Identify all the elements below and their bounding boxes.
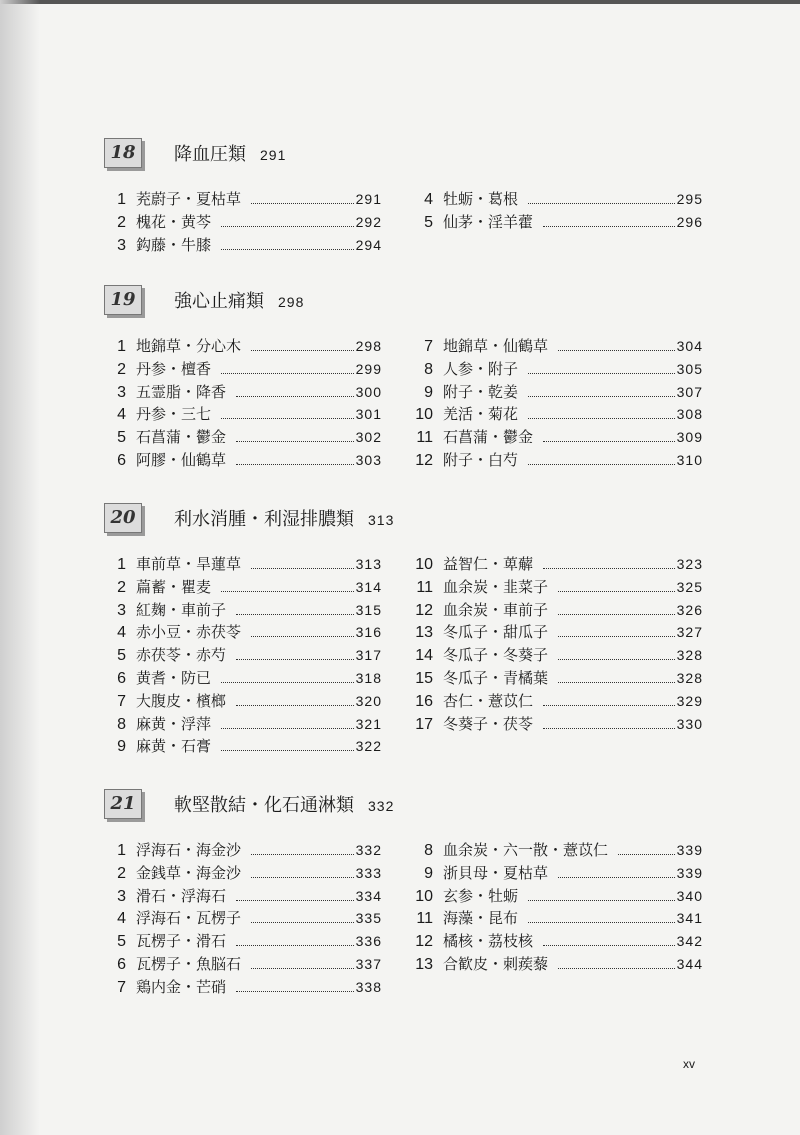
entry-title: 鈎藤・牛膝 <box>136 235 212 254</box>
entry-page-number: 322 <box>355 738 382 755</box>
toc-entry[interactable] <box>96 211 382 234</box>
entry-page-number: 314 <box>355 578 382 595</box>
entry-number: 12 <box>415 452 433 469</box>
leader-dots <box>558 606 675 615</box>
leader-dots <box>251 846 354 855</box>
section-header <box>104 789 784 823</box>
entry-number: 3 <box>117 236 126 254</box>
entry-page-number: 320 <box>355 692 382 709</box>
section-title[interactable] <box>174 140 286 166</box>
leader-dots <box>558 674 675 683</box>
toc-entry[interactable] <box>96 403 382 426</box>
leader-dots <box>558 869 675 878</box>
leader-dots <box>528 388 675 397</box>
entry-number: 12 <box>415 601 433 619</box>
entry-page-number: 302 <box>355 429 382 446</box>
entry-title: 石菖蒲・鬱金 <box>443 428 534 447</box>
entry-number: 1 <box>117 338 126 355</box>
entry-number: 9 <box>424 383 433 401</box>
entry-title: 血余炭・六一散・薏苡仁 <box>443 841 609 859</box>
entry-number: 7 <box>424 338 433 355</box>
leader-dots <box>528 195 675 204</box>
toc-entry[interactable] <box>403 885 703 908</box>
leader-dots <box>543 697 675 706</box>
toc-entry[interactable] <box>403 599 703 622</box>
toc-entry[interactable] <box>96 553 382 576</box>
entry-number: 6 <box>117 670 126 687</box>
entry-number: 8 <box>424 842 433 859</box>
leader-dots <box>251 560 354 569</box>
entry-number: 9 <box>424 864 433 882</box>
entry-page-number: 336 <box>355 933 382 950</box>
leader-dots <box>558 651 675 660</box>
entry-number: 4 <box>424 191 433 208</box>
toc-entry[interactable] <box>96 839 382 862</box>
entry-number: 8 <box>117 715 126 733</box>
entry-title: 杏仁・薏苡仁 <box>443 691 534 710</box>
leader-dots <box>251 342 354 351</box>
entry-title: 地錦草・仙鶴草 <box>443 337 549 355</box>
entry-title: 附子・白芍 <box>443 451 519 469</box>
entry-title: 附子・乾姜 <box>443 382 519 401</box>
toc-entry[interactable] <box>403 621 703 644</box>
entry-page-number: 328 <box>676 647 703 664</box>
entry-title: 茺蔚子・夏枯草 <box>136 190 242 208</box>
entry-number: 16 <box>415 692 433 710</box>
toc-entry[interactable] <box>96 713 382 736</box>
entry-title: 浮海石・瓦楞子 <box>136 909 242 928</box>
toc-entry[interactable] <box>403 449 703 472</box>
entry-title: 血余炭・車前子 <box>443 600 549 619</box>
section-page-number: 298 <box>278 294 305 310</box>
entry-page-number: 325 <box>676 578 703 595</box>
entry-title: 合歓皮・刺蒺藜 <box>443 955 549 973</box>
entry-page-number: 291 <box>355 191 382 207</box>
entry-page-number: 328 <box>676 670 703 686</box>
toc-entry[interactable] <box>403 381 703 404</box>
entry-title: 牡蛎・葛根 <box>443 190 519 208</box>
entry-number: 2 <box>117 578 126 596</box>
leader-dots <box>558 960 675 969</box>
toc-entry[interactable] <box>403 690 703 713</box>
toc-entry[interactable] <box>96 907 382 930</box>
leader-dots <box>543 560 675 569</box>
entry-title: 羌活・菊花 <box>443 405 519 424</box>
section-page-number: 291 <box>260 147 287 163</box>
toc-entry[interactable] <box>96 234 382 257</box>
entry-page-number: 335 <box>355 910 382 927</box>
entry-title: 益智仁・萆薢 <box>443 555 534 573</box>
entry-page-number: 337 <box>355 956 382 972</box>
entry-title: 瓦楞子・滑石 <box>136 932 227 951</box>
toc-entry[interactable] <box>403 335 703 358</box>
entry-page-number: 310 <box>676 452 703 468</box>
entry-number: 5 <box>117 933 126 951</box>
toc-entry[interactable] <box>403 211 703 234</box>
entry-number: 10 <box>415 556 433 573</box>
leader-dots <box>528 365 675 374</box>
leader-dots <box>528 914 675 923</box>
entry-number: 13 <box>415 624 433 642</box>
entry-title: 五霊脂・降香 <box>136 382 227 401</box>
toc-entry[interactable] <box>96 358 382 381</box>
entry-page-number: 298 <box>355 338 382 354</box>
leader-dots <box>221 742 354 751</box>
entry-page-number: 305 <box>676 360 703 377</box>
entry-title: 浙貝母・夏枯草 <box>443 863 549 882</box>
leader-dots <box>251 960 354 969</box>
toc-entry[interactable] <box>96 426 382 449</box>
entry-title: 丹参・三七 <box>136 405 212 424</box>
leader-dots <box>251 628 354 637</box>
entry-title: 阿膠・仙鶴草 <box>136 451 227 469</box>
leader-dots <box>221 583 354 592</box>
entry-title: 車前草・旱蓮草 <box>136 555 242 573</box>
entry-number: 10 <box>415 406 433 424</box>
leader-dots <box>221 241 354 250</box>
leader-dots <box>528 410 675 419</box>
section-page-number: 313 <box>368 512 395 528</box>
leader-dots <box>221 218 354 227</box>
entry-page-number: 318 <box>355 670 382 686</box>
toc-entry[interactable] <box>403 426 703 449</box>
toc-entry[interactable] <box>403 188 703 211</box>
section-title-text: 強心止痛類 <box>174 291 264 312</box>
entry-number: 11 <box>416 910 433 928</box>
entry-number: 14 <box>415 647 433 665</box>
leader-dots <box>236 433 354 442</box>
entry-number: 17 <box>415 715 433 733</box>
entry-number: 1 <box>117 191 126 208</box>
toc-entry[interactable] <box>403 930 703 953</box>
entry-page-number: 342 <box>676 933 703 950</box>
entry-title: 麻黄・石膏 <box>136 737 212 756</box>
entry-page-number: 321 <box>355 715 382 732</box>
entry-page-number: 333 <box>355 864 382 881</box>
toc-entry[interactable] <box>96 690 382 713</box>
toc-entry[interactable] <box>96 576 382 599</box>
entry-number: 5 <box>117 647 126 665</box>
leader-dots <box>251 914 354 923</box>
toc-entry[interactable] <box>96 449 382 472</box>
leader-dots <box>236 892 354 901</box>
entry-title: 萹蓄・瞿麦 <box>136 577 212 596</box>
leader-dots <box>236 651 354 660</box>
leader-dots <box>221 720 354 729</box>
toc-entry[interactable] <box>96 621 382 644</box>
section-page-number: 332 <box>368 798 395 814</box>
entry-title: 仙茅・淫羊藿 <box>443 212 534 231</box>
entry-number: 10 <box>415 887 433 905</box>
toc-entry[interactable] <box>96 930 382 953</box>
leader-dots <box>251 869 354 878</box>
entry-title: 黄耆・防已 <box>136 669 212 687</box>
toc-entry[interactable] <box>96 644 382 667</box>
leader-dots <box>558 342 675 351</box>
entry-page-number: 307 <box>676 383 703 400</box>
toc-entry[interactable] <box>403 553 703 576</box>
entry-title: 地錦草・分心木 <box>136 337 242 355</box>
leader-dots <box>236 697 354 706</box>
toc-entry[interactable] <box>403 576 703 599</box>
entry-number: 7 <box>117 692 126 710</box>
toc-entry[interactable] <box>96 862 382 885</box>
entry-title: 海藻・昆布 <box>443 909 519 928</box>
entry-page-number: 341 <box>676 910 703 927</box>
toc-entry[interactable] <box>403 713 703 736</box>
toc-entry[interactable] <box>96 735 382 758</box>
leader-dots <box>543 433 675 442</box>
entry-number: 1 <box>117 556 126 573</box>
entry-title: 冬瓜子・甜瓜子 <box>443 623 549 642</box>
entry-page-number: 339 <box>676 842 703 858</box>
toc-entry[interactable] <box>403 907 703 930</box>
section-header <box>104 503 784 537</box>
entry-number: 9 <box>117 738 126 756</box>
entry-number: 3 <box>117 601 126 619</box>
entry-title: 瓦楞子・魚脳石 <box>136 955 242 973</box>
entry-page-number: 301 <box>355 406 382 423</box>
leader-dots <box>543 218 675 227</box>
leader-dots <box>528 892 675 901</box>
entry-page-number: 299 <box>355 360 382 377</box>
entry-number: 4 <box>117 910 126 928</box>
entry-number: 5 <box>117 429 126 447</box>
toc-entry[interactable] <box>403 953 703 976</box>
entry-number: 6 <box>117 956 126 973</box>
entry-number: 1 <box>117 842 126 859</box>
entry-number: 2 <box>117 864 126 882</box>
leader-dots <box>236 388 354 397</box>
toc-entry[interactable] <box>403 358 703 381</box>
entry-number: 5 <box>424 213 433 231</box>
entry-title: 槐花・黄芩 <box>136 212 212 231</box>
section-title[interactable] <box>174 791 394 817</box>
entry-page-number: 304 <box>676 338 703 354</box>
entry-title: 冬瓜子・冬葵子 <box>443 646 549 665</box>
entry-page-number: 308 <box>676 406 703 423</box>
section-title[interactable] <box>174 505 394 531</box>
entry-title: 橘核・茘枝核 <box>443 932 534 951</box>
leader-dots <box>236 937 354 946</box>
entry-page-number: 296 <box>676 213 703 230</box>
leader-dots <box>221 365 354 374</box>
entry-number: 7 <box>117 978 126 996</box>
toc-entry[interactable] <box>403 667 703 690</box>
entry-page-number: 344 <box>676 956 703 972</box>
entry-page-number: 295 <box>676 191 703 207</box>
entry-title: 鶏内金・芒硝 <box>136 977 227 996</box>
entry-title: 人参・附子 <box>443 359 519 378</box>
entry-title: 冬瓜子・青橘葉 <box>443 669 549 687</box>
toc-entry[interactable] <box>96 667 382 690</box>
entry-page-number: 329 <box>676 692 703 709</box>
entry-title: 大腹皮・檳榔 <box>136 691 227 710</box>
entry-page-number: 340 <box>676 887 703 904</box>
leader-dots <box>221 674 354 683</box>
entry-title: 赤小豆・赤茯苓 <box>136 623 242 642</box>
entry-number: 6 <box>117 452 126 469</box>
entry-number: 11 <box>416 578 433 596</box>
section-title[interactable] <box>174 287 304 313</box>
toc-entry[interactable] <box>403 644 703 667</box>
entry-number: 4 <box>117 624 126 642</box>
entry-number: 12 <box>415 933 433 951</box>
entry-title: 麻黄・浮萍 <box>136 714 212 733</box>
entry-page-number: 309 <box>676 429 703 446</box>
entry-number: 3 <box>117 383 126 401</box>
section-title-text: 軟堅散結・化石通淋類 <box>174 795 354 816</box>
toc-entry[interactable] <box>96 885 382 908</box>
entry-title: 玄参・牡蛎 <box>443 886 519 905</box>
leader-dots <box>236 456 354 465</box>
toc-entry[interactable] <box>403 839 703 862</box>
section-title-text: 利水消腫・利湿排膿類 <box>174 509 354 530</box>
entry-title: 紅麹・車前子 <box>136 600 227 619</box>
entry-page-number: 338 <box>355 978 382 995</box>
entry-number: 2 <box>117 213 126 231</box>
entry-page-number: 315 <box>355 601 382 618</box>
entry-title: 丹参・檀香 <box>136 359 212 378</box>
entry-number: 8 <box>424 360 433 378</box>
section-number-badge: 18 <box>104 138 142 168</box>
section-header <box>104 285 784 319</box>
entry-title: 石菖蒲・鬱金 <box>136 428 227 447</box>
entry-page-number: 316 <box>355 624 382 641</box>
entry-page-number: 332 <box>355 842 382 858</box>
section-number-badge: 20 <box>104 503 142 533</box>
section-title-text: 降血圧類 <box>174 144 246 165</box>
section-header <box>104 138 784 172</box>
entry-page-number: 303 <box>355 452 382 468</box>
toc-entry[interactable] <box>403 862 703 885</box>
entry-number: 4 <box>117 406 126 424</box>
leader-dots <box>251 195 354 204</box>
toc-entry[interactable] <box>96 599 382 622</box>
leader-dots <box>236 606 354 615</box>
entry-title: 金銭草・海金沙 <box>136 863 242 882</box>
entry-page-number: 334 <box>355 887 382 904</box>
toc-entry[interactable] <box>96 188 382 211</box>
leader-dots <box>236 983 354 992</box>
entry-number: 11 <box>416 429 433 447</box>
leader-dots <box>558 583 675 592</box>
section-number-badge: 21 <box>104 789 142 819</box>
section-number-badge: 19 <box>104 285 142 315</box>
leader-dots <box>543 720 675 729</box>
leader-dots <box>543 937 675 946</box>
entry-page-number: 313 <box>355 556 382 572</box>
entry-page-number: 323 <box>676 556 703 572</box>
entry-page-number: 292 <box>355 213 382 230</box>
page-number: xv <box>683 1057 695 1071</box>
entry-page-number: 300 <box>355 383 382 400</box>
toc-entry[interactable] <box>96 976 382 999</box>
toc-entry[interactable] <box>403 403 703 426</box>
leader-dots <box>618 846 675 855</box>
entry-title: 浮海石・海金沙 <box>136 841 242 859</box>
leader-dots <box>528 456 675 465</box>
toc-entry[interactable] <box>96 381 382 404</box>
entry-number: 2 <box>117 360 126 378</box>
entry-page-number: 317 <box>355 647 382 664</box>
entry-page-number: 326 <box>676 601 703 618</box>
toc-entry[interactable] <box>96 953 382 976</box>
entry-number: 13 <box>415 956 433 973</box>
entry-title: 赤茯苓・赤芍 <box>136 646 227 665</box>
entry-title: 冬葵子・茯苓 <box>443 714 534 733</box>
entry-page-number: 327 <box>676 624 703 641</box>
leader-dots <box>558 628 675 637</box>
entry-title: 血余炭・韭菜子 <box>443 577 549 596</box>
entry-number: 15 <box>415 670 433 687</box>
leader-dots <box>221 410 354 419</box>
entry-title: 滑石・浮海石 <box>136 886 227 905</box>
entry-page-number: 330 <box>676 715 703 732</box>
entry-number: 3 <box>117 887 126 905</box>
toc-entry[interactable] <box>96 335 382 358</box>
entry-page-number: 294 <box>355 236 382 253</box>
entry-page-number: 339 <box>676 864 703 881</box>
